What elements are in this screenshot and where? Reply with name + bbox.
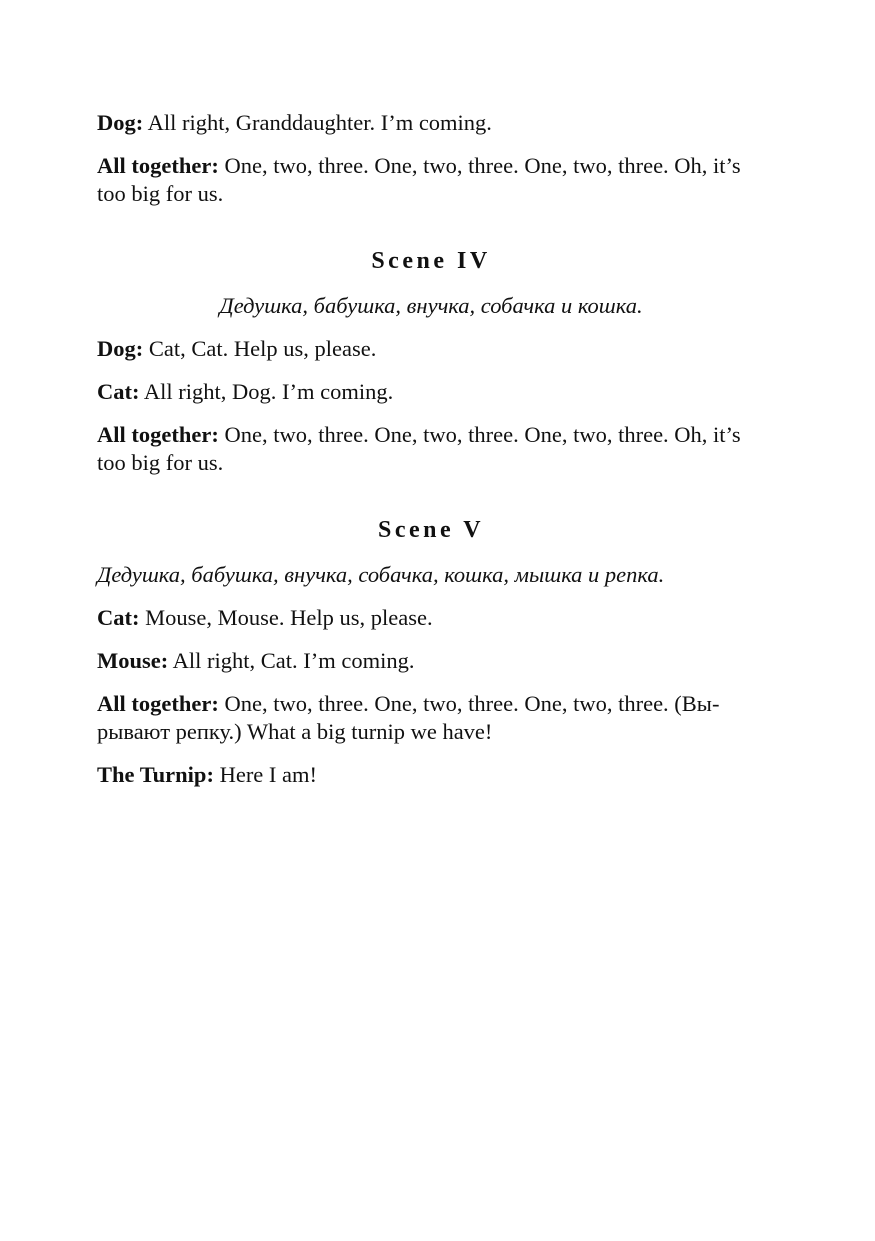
line-text: One, two, three. One, two, three. One, two, three. (Вырывают репку.) What a big turnip we have! xyxy=(97,691,720,744)
scene-4-title: Scene IV xyxy=(371,248,491,274)
line-text: Here I am! xyxy=(213,762,318,787)
speaker-name: Dog: xyxy=(97,110,144,135)
scene-4-stage-direction: Дедушка, бабушка, внучка, собачка и кошка. xyxy=(219,293,643,318)
speaker-name: All together: xyxy=(97,691,219,716)
dialogue-line xyxy=(97,335,765,363)
dialogue-line xyxy=(97,690,765,746)
scene-5-stage-direction: Дедушка, бабушка, внучка, собачка, кошка, мышка и репка. xyxy=(97,562,665,587)
line-text: One, two, three. One, two, three. One, two, three. Oh, it’s too big for us. xyxy=(97,422,741,475)
scene-5-title: Scene V xyxy=(377,517,485,543)
line-text: One, two, three. One, two, three. One, two, three. Oh, it’s too big for us. xyxy=(97,153,741,206)
line-text: Mouse, Mouse. Help us, please. xyxy=(139,605,433,630)
speaker-name: Cat: xyxy=(97,379,140,404)
speaker-name: Dog: xyxy=(97,336,144,361)
line-text: Cat, Cat. Help us, please. xyxy=(143,336,377,361)
speaker-name: All together: xyxy=(97,153,219,178)
line-text: All right, Cat. I’m coming. xyxy=(168,648,415,673)
speaker-name: The Turnip: xyxy=(97,762,214,787)
dialogue-line xyxy=(97,647,765,675)
dialogue-line xyxy=(97,378,765,406)
play-script-page xyxy=(97,109,765,804)
speaker-name: All together: xyxy=(97,422,219,447)
dialogue-line xyxy=(97,761,765,789)
line-text: All right, Granddaughter. I’m coming. xyxy=(143,110,492,135)
line-text: All right, Dog. I’m coming. xyxy=(139,379,394,404)
dialogue-line xyxy=(97,421,765,477)
dialogue-line xyxy=(97,604,765,632)
dialogue-line xyxy=(97,109,765,137)
speaker-name: Cat: xyxy=(97,605,140,630)
speaker-name: Mouse: xyxy=(97,648,169,673)
dialogue-line xyxy=(97,152,765,208)
